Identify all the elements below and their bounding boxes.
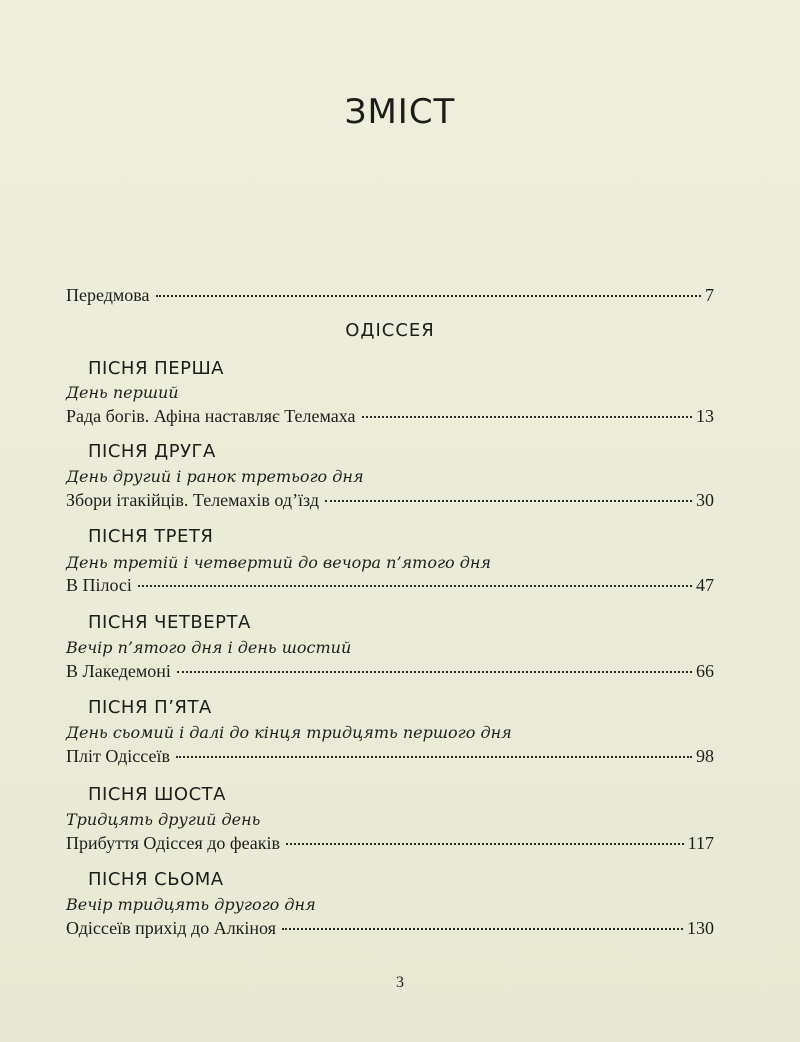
toc-entry-preface[interactable] [66,285,714,311]
page-number: 3 [396,974,404,991]
toc-entry-page: 30 [696,490,714,510]
song-heading: ПІСНЯ П’ЯТА [88,697,212,718]
toc-entry-page: 47 [696,575,714,595]
song-heading: ПІСНЯ ШОСТА [88,784,226,805]
dot-leader [156,295,701,297]
toc-entry[interactable] [66,746,714,772]
toc-entry-page: 98 [696,746,714,766]
song-heading: ПІСНЯ ЧЕТВЕРТА [88,612,251,633]
song-day: Вечір тридцять другого дня [66,895,316,914]
toc-entry-label: Збори ітакійців. Телемахів од’їзд [66,490,320,510]
toc-entry[interactable] [66,575,714,601]
toc-entry[interactable] [66,406,714,432]
song-day: Тридцять другий день [66,810,261,829]
dot-leader [138,585,692,587]
toc-entry-label: Одіссеїв прихід до Алкіноя [66,918,276,938]
song-day: День сьомий і далі до кінця тридцять першого дня [66,723,512,742]
song-heading: ПІСНЯ ТРЕТЯ [88,526,214,547]
toc-entry-page: 66 [696,661,714,681]
dot-leader [286,843,684,845]
song-day: Вечір п’ятого дня і день шостий [66,638,352,657]
toc-entry-page: 7 [705,285,714,305]
toc-entry[interactable] [66,661,714,687]
toc-entry[interactable] [66,490,714,516]
dot-leader [362,416,692,418]
song-heading: ПІСНЯ ПЕРША [88,358,224,379]
toc-entry-label: Прибуття Одіссея до феаків [66,833,281,853]
toc-entry-label: В Пілосі [66,575,132,595]
dot-leader [177,671,692,673]
page-title: ЗМІСТ [344,92,456,132]
toc-entry-page: 130 [687,918,714,938]
dot-leader [176,756,692,758]
toc-entry-label: Рада богів. Афіна наставляє Телемаха [66,406,356,426]
toc-entry-label: Передмова [66,285,150,305]
toc-entry[interactable] [66,833,714,859]
toc-entry-page: 117 [687,833,714,853]
part-heading: ОДІССЕЯ [345,320,435,341]
toc-entry-page: 13 [696,406,714,426]
dot-leader [282,928,683,930]
song-heading: ПІСНЯ СЬОМА [88,869,224,890]
song-day: День перший [66,383,179,402]
song-heading: ПІСНЯ ДРУГА [88,441,216,462]
toc-entry-label: В Лакедемоні [66,661,171,681]
toc-entry-label: Пліт Одіссеїв [66,746,170,766]
dot-leader [325,500,692,502]
song-day: День другий і ранок третього дня [66,467,364,486]
song-day: День третій і четвертий до вечора п’ятого дня [66,553,492,572]
toc-entry[interactable] [66,918,714,944]
